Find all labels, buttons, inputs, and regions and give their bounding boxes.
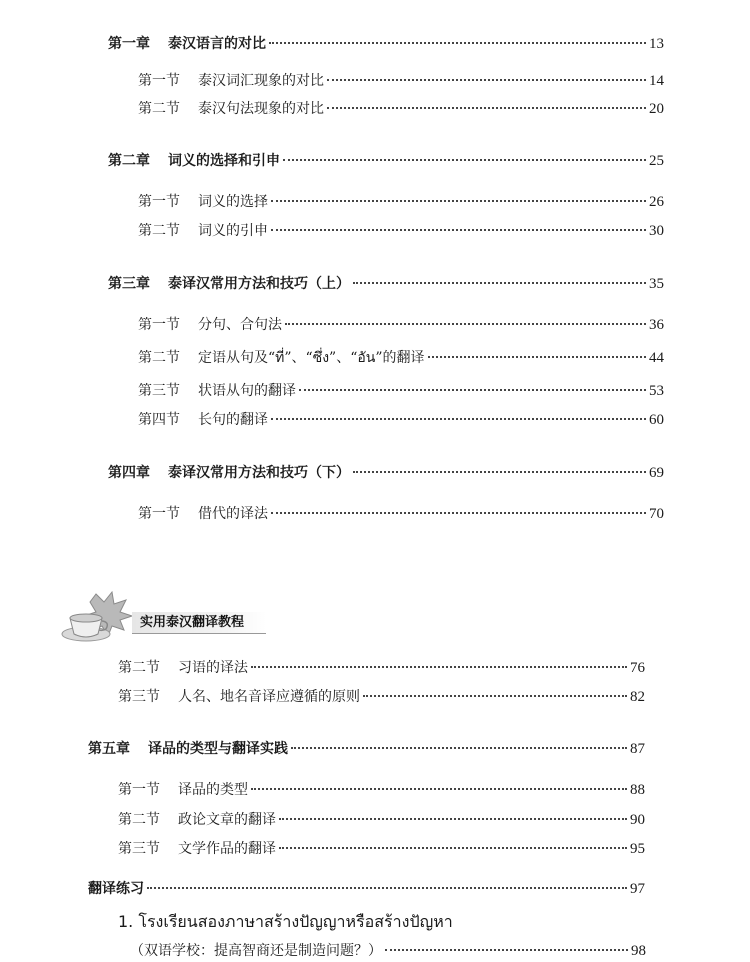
entry-label: 第三节 xyxy=(138,383,180,399)
entry-page: 87 xyxy=(630,741,645,757)
toc-section[interactable] xyxy=(118,779,645,801)
dot-leader xyxy=(251,666,627,668)
exercise-page: 98 xyxy=(631,943,646,959)
toc-exercises[interactable] xyxy=(88,878,645,900)
entry-title: 人名、地名音译应遵循的原则 xyxy=(178,689,360,705)
entry-label: 第二节 xyxy=(138,223,180,239)
dot-leader xyxy=(147,887,627,889)
header-title: 实用泰汉翻译教程 xyxy=(132,612,266,634)
toc-chapter-1[interactable] xyxy=(108,33,664,55)
dot-leader xyxy=(271,418,646,420)
dot-leader xyxy=(279,847,627,849)
dot-leader xyxy=(283,159,646,161)
entry-page: 30 xyxy=(649,223,664,239)
exercise-subtitle: （双语学校：提高智商还是制造问题？） xyxy=(130,943,382,959)
entry-page: 20 xyxy=(649,101,664,117)
entry-page: 88 xyxy=(630,782,645,798)
entry-page: 25 xyxy=(649,153,664,169)
entry-label: 第二节 xyxy=(138,101,180,117)
entry-title: 长句的翻译 xyxy=(198,412,268,428)
dot-leader xyxy=(327,107,646,109)
dot-leader xyxy=(285,323,646,325)
entry-title: 分句、合句法 xyxy=(198,317,282,333)
entry-label: 翻译练习 xyxy=(88,881,144,897)
entry-title: 泰汉词汇现象的对比 xyxy=(198,73,324,89)
entry-page: 44 xyxy=(649,350,664,366)
dot-leader xyxy=(271,512,646,514)
page-header xyxy=(56,588,266,648)
toc-section[interactable] xyxy=(118,686,645,708)
toc-section[interactable] xyxy=(138,191,664,213)
entry-page: 35 xyxy=(649,276,664,292)
entry-title: 译品的类型 xyxy=(178,782,248,798)
entry-title: 词义的选择 xyxy=(198,194,268,210)
entry-page: 53 xyxy=(649,383,664,399)
entry-page: 26 xyxy=(649,194,664,210)
entry-label: 第二节 xyxy=(138,350,180,366)
entry-label: 第五章 xyxy=(88,741,130,757)
toc-section[interactable] xyxy=(138,347,664,369)
toc-chapter-5[interactable] xyxy=(88,738,645,760)
entry-title: 词义的选择和引申 xyxy=(168,153,280,169)
toc-section[interactable] xyxy=(138,380,664,402)
entry-page: 14 xyxy=(649,73,664,89)
toc-chapter-3[interactable] xyxy=(108,273,664,295)
entry-page: 82 xyxy=(630,689,645,705)
entry-page: 97 xyxy=(630,881,645,897)
toc-section[interactable] xyxy=(118,838,645,860)
entry-label: 第一节 xyxy=(138,73,180,89)
entry-page: 13 xyxy=(649,36,664,52)
entry-label: 第三章 xyxy=(108,276,150,292)
toc-chapter-2[interactable] xyxy=(108,150,664,172)
dot-leader xyxy=(353,282,646,284)
dot-leader xyxy=(279,818,627,820)
entry-title: 词义的引申 xyxy=(198,223,268,239)
entry-label: 第一节 xyxy=(118,782,160,798)
entry-title: 定语从句及“ที่”、“ซึ่ง”、“อัน”的翻译 xyxy=(198,350,425,366)
toc-section[interactable] xyxy=(138,98,664,120)
entry-title: 政论文章的翻译 xyxy=(178,812,276,828)
dot-leader xyxy=(271,200,646,202)
dot-leader xyxy=(385,949,628,951)
entry-page: 76 xyxy=(630,660,645,676)
entry-title: 泰译汉常用方法和技巧（下） xyxy=(168,465,350,481)
entry-page: 70 xyxy=(649,506,664,522)
entry-page: 60 xyxy=(649,412,664,428)
entry-page: 36 xyxy=(649,317,664,333)
entry-page: 95 xyxy=(630,841,645,857)
dot-leader xyxy=(363,695,627,697)
dot-leader xyxy=(251,788,627,790)
entry-title: 泰译汉常用方法和技巧（上） xyxy=(168,276,350,292)
toc-section[interactable] xyxy=(118,809,645,831)
entry-title: 译品的类型与翻译实践 xyxy=(148,741,288,757)
entry-title: 泰汉语言的对比 xyxy=(168,36,266,52)
dot-leader xyxy=(299,389,646,391)
dot-leader xyxy=(269,42,646,44)
entry-label: 第三节 xyxy=(118,841,160,857)
toc-chapter-4[interactable] xyxy=(108,462,664,484)
entry-label: 第一章 xyxy=(108,36,150,52)
toc-section[interactable] xyxy=(138,409,664,431)
entry-label: 第四节 xyxy=(138,412,180,428)
toc-section[interactable] xyxy=(118,657,645,679)
entry-page: 90 xyxy=(630,812,645,828)
entry-label: 第一节 xyxy=(138,194,180,210)
toc-section[interactable] xyxy=(138,314,664,336)
entry-label: 第一节 xyxy=(138,506,180,522)
entry-label: 第四章 xyxy=(108,465,150,481)
entry-title: 习语的译法 xyxy=(178,660,248,676)
exercise-thai-title[interactable]: 1. โรงเรียนสองภาษาสร้างปัญญาหรือสร้างปัญหา xyxy=(118,912,453,931)
toc-section[interactable] xyxy=(138,503,664,525)
entry-title: 状语从句的翻译 xyxy=(198,383,296,399)
exercise-subtitle-line[interactable] xyxy=(130,940,646,962)
entry-page: 69 xyxy=(649,465,664,481)
dot-leader xyxy=(271,229,646,231)
dot-leader xyxy=(291,747,627,749)
entry-label: 第二章 xyxy=(108,153,150,169)
entry-label: 第二节 xyxy=(118,660,160,676)
entry-label: 第一节 xyxy=(138,317,180,333)
dot-leader xyxy=(428,356,647,358)
entry-title: 泰汉句法现象的对比 xyxy=(198,101,324,117)
entry-title: 文学作品的翻译 xyxy=(178,841,276,857)
entry-label: 第三节 xyxy=(118,689,160,705)
dot-leader xyxy=(353,471,646,473)
toc-section[interactable] xyxy=(138,70,664,92)
entry-title: 借代的译法 xyxy=(198,506,268,522)
toc-section[interactable] xyxy=(138,220,664,242)
entry-label: 第二节 xyxy=(118,812,160,828)
dot-leader xyxy=(327,79,646,81)
